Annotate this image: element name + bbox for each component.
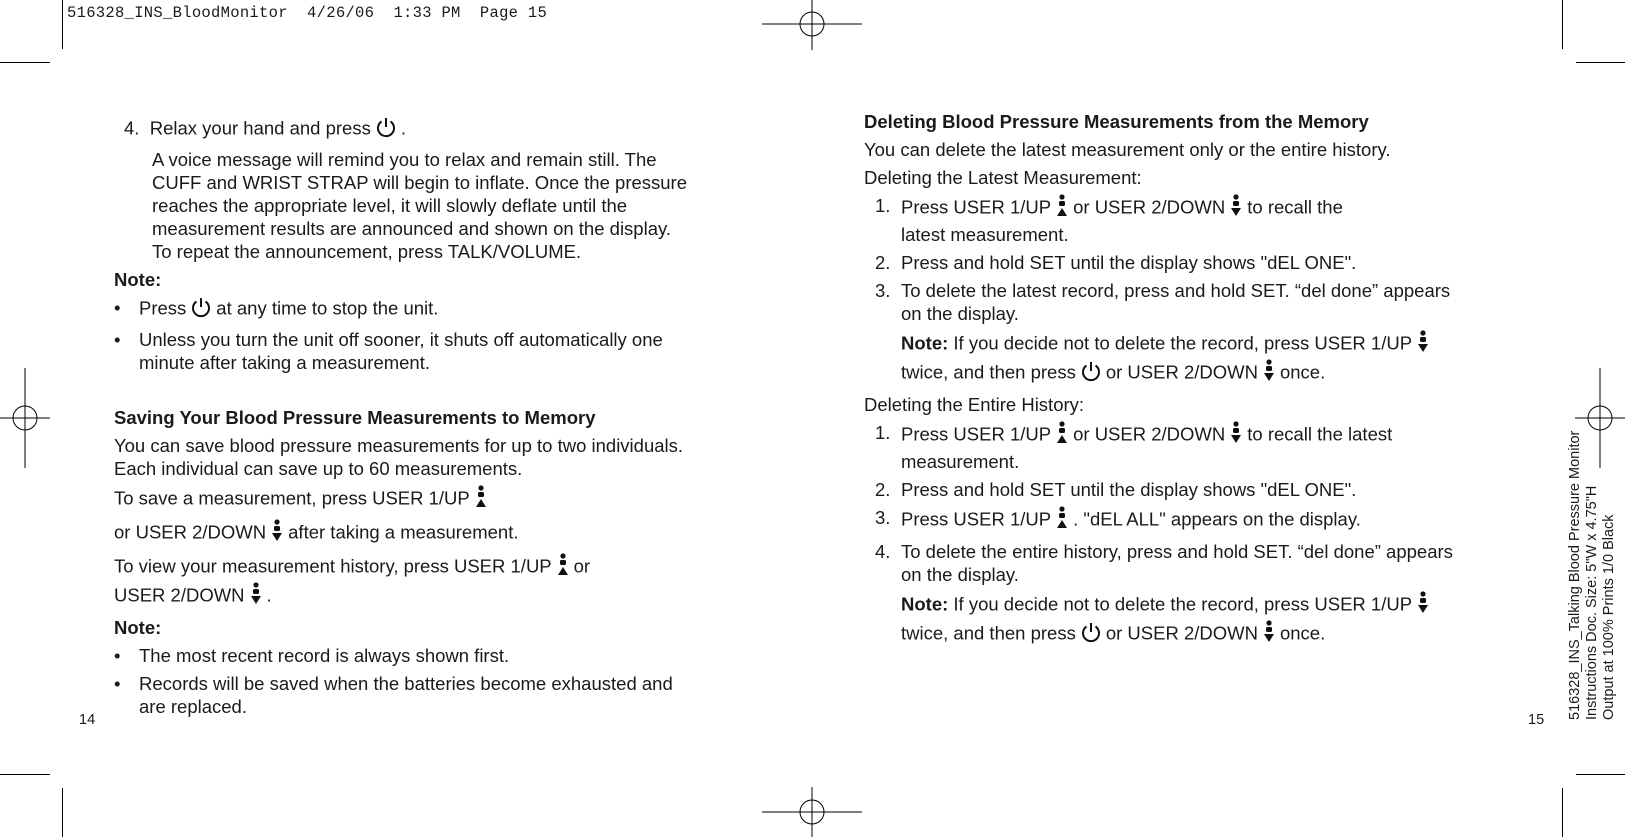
- note-bullet: • Records will be saved when the batteries become exhausted and are replaced.: [114, 673, 673, 717]
- user-up-icon: [1055, 194, 1069, 223]
- saving-intro: You can save blood pressure measurements for up to two individuals. Each individual can save up to 60 measurements.: [114, 435, 684, 479]
- latest-heading: Deleting the Latest Measurement:: [864, 167, 1142, 188]
- delete-note: Note: If you decide not to delete the record, press USER 1/UP twice, and then press or USER 2/DOWN once.: [864, 591, 1524, 649]
- list-item: 3. Press USER 1/UP . "dEL ALL" appears on the display.: [864, 506, 1524, 535]
- list-item: 2. Press and hold SET until the display shows "dEL ONE".: [875, 252, 1357, 273]
- left-page: 4. Relax your hand and press . A voice message will remind you to relax and remain still. The CUFF and WRIST STRAP will begin to inflate. Once the pressure reaches the appropriate level, it will slowly deflate until the measurement results are announced and shown on the display. To repeat the announcement, press TALK/VOLUME. Note: • Press at any time to stop the unit. • Unless you turn the unit off sooner, it shuts off automatically one minute after taking a measurement. Saving Your Blood Pressure Measurements to Memory You can save blood pressure measurements for up to two individuals. Each individual can save up to 60 measurements. To save a measurement, press USER 1/UP or USER 2/DOWN after taking a measurement. To view your measurement history, press USER 1/UP or USER 2/DOWN . Note: • The most recent record is always shown first. • Records will be saved when the batteries become exhausted and are replaced.: [114, 116, 764, 718]
- user-down-icon: [1262, 359, 1276, 388]
- entire-heading: Deleting the Entire History:: [864, 394, 1085, 415]
- list-item: 4. To delete the entire history, press and hold SET. “del done” appears on the display.: [875, 541, 1453, 585]
- user-down-icon: [1416, 330, 1430, 359]
- user-down-icon: [249, 582, 263, 611]
- list-item: 3. To delete the latest record, press and hold SET. “del done” appears on the display.: [875, 280, 1451, 324]
- deleting-heading: Deleting Blood Pressure Measurements from the Memory: [864, 111, 1369, 132]
- saving-heading: Saving Your Blood Pressure Measurements to Memory: [114, 407, 596, 428]
- note-bullet: • Unless you turn the unit off sooner, it shuts off automatically one minute after taking a measurement.: [114, 329, 663, 373]
- user-up-icon: [1055, 506, 1069, 535]
- power-icon: [1080, 621, 1102, 648]
- note-bullet: • Press at any time to stop the unit.: [114, 296, 764, 323]
- user-down-icon: [270, 519, 284, 548]
- deleting-intro: You can delete the latest measurement only or the entire history.: [864, 139, 1391, 160]
- user-up-icon: [474, 485, 488, 514]
- user-down-icon: [1229, 194, 1243, 223]
- power-icon: [190, 296, 212, 323]
- power-icon: [1080, 360, 1102, 387]
- step4-body: A voice message will remind you to relax and remain still. The CUFF and WRIST STRAP will begin to inflate. Once the pressure reaches the appropriate level, it will slowly deflate until the measurement results are announced and shown on the display. To repeat the announcement, press TALK/VOLUME.: [152, 149, 688, 262]
- list-item: 2. Press and hold SET until the display shows "dEL ONE".: [875, 479, 1357, 500]
- right-page: [864, 110, 1524, 649]
- note-bullet: • The most recent record is always shown first.: [114, 645, 510, 666]
- delete-note: Note: If you decide not to delete the record, press USER 1/UP twice, and then press or USER 2/DOWN once.: [864, 330, 1524, 388]
- user-down-icon: [1229, 421, 1243, 450]
- page-number-right: 15: [1528, 712, 1545, 728]
- page-number-left: 14: [79, 712, 96, 728]
- document-sidebar: 516328_INS_Talking Blood Pressure Monitor Instructions Doc. Size: 5"W x 4.75"H Output at 100% Prints 1/0 Black: [1567, 430, 1617, 720]
- user-down-icon: [1416, 591, 1430, 620]
- note-heading: Note:: [114, 269, 162, 290]
- step-number: 4.: [124, 117, 140, 139]
- power-icon: [375, 116, 397, 143]
- list-item: 1. Press USER 1/UP or USER 2/DOWN to recall the latest measurement.: [875, 195, 1343, 245]
- print-slug: 516328_INS_BloodMonitor 4/26/06 1:33 PM Page 15: [67, 4, 548, 22]
- user-up-icon: [1055, 421, 1069, 450]
- user-up-icon: [556, 553, 570, 582]
- user-down-icon: [1262, 620, 1276, 649]
- note-heading: Note:: [114, 617, 162, 638]
- list-item: 1. Press USER 1/UP or USER 2/DOWN to recall the latest measurement.: [875, 422, 1393, 472]
